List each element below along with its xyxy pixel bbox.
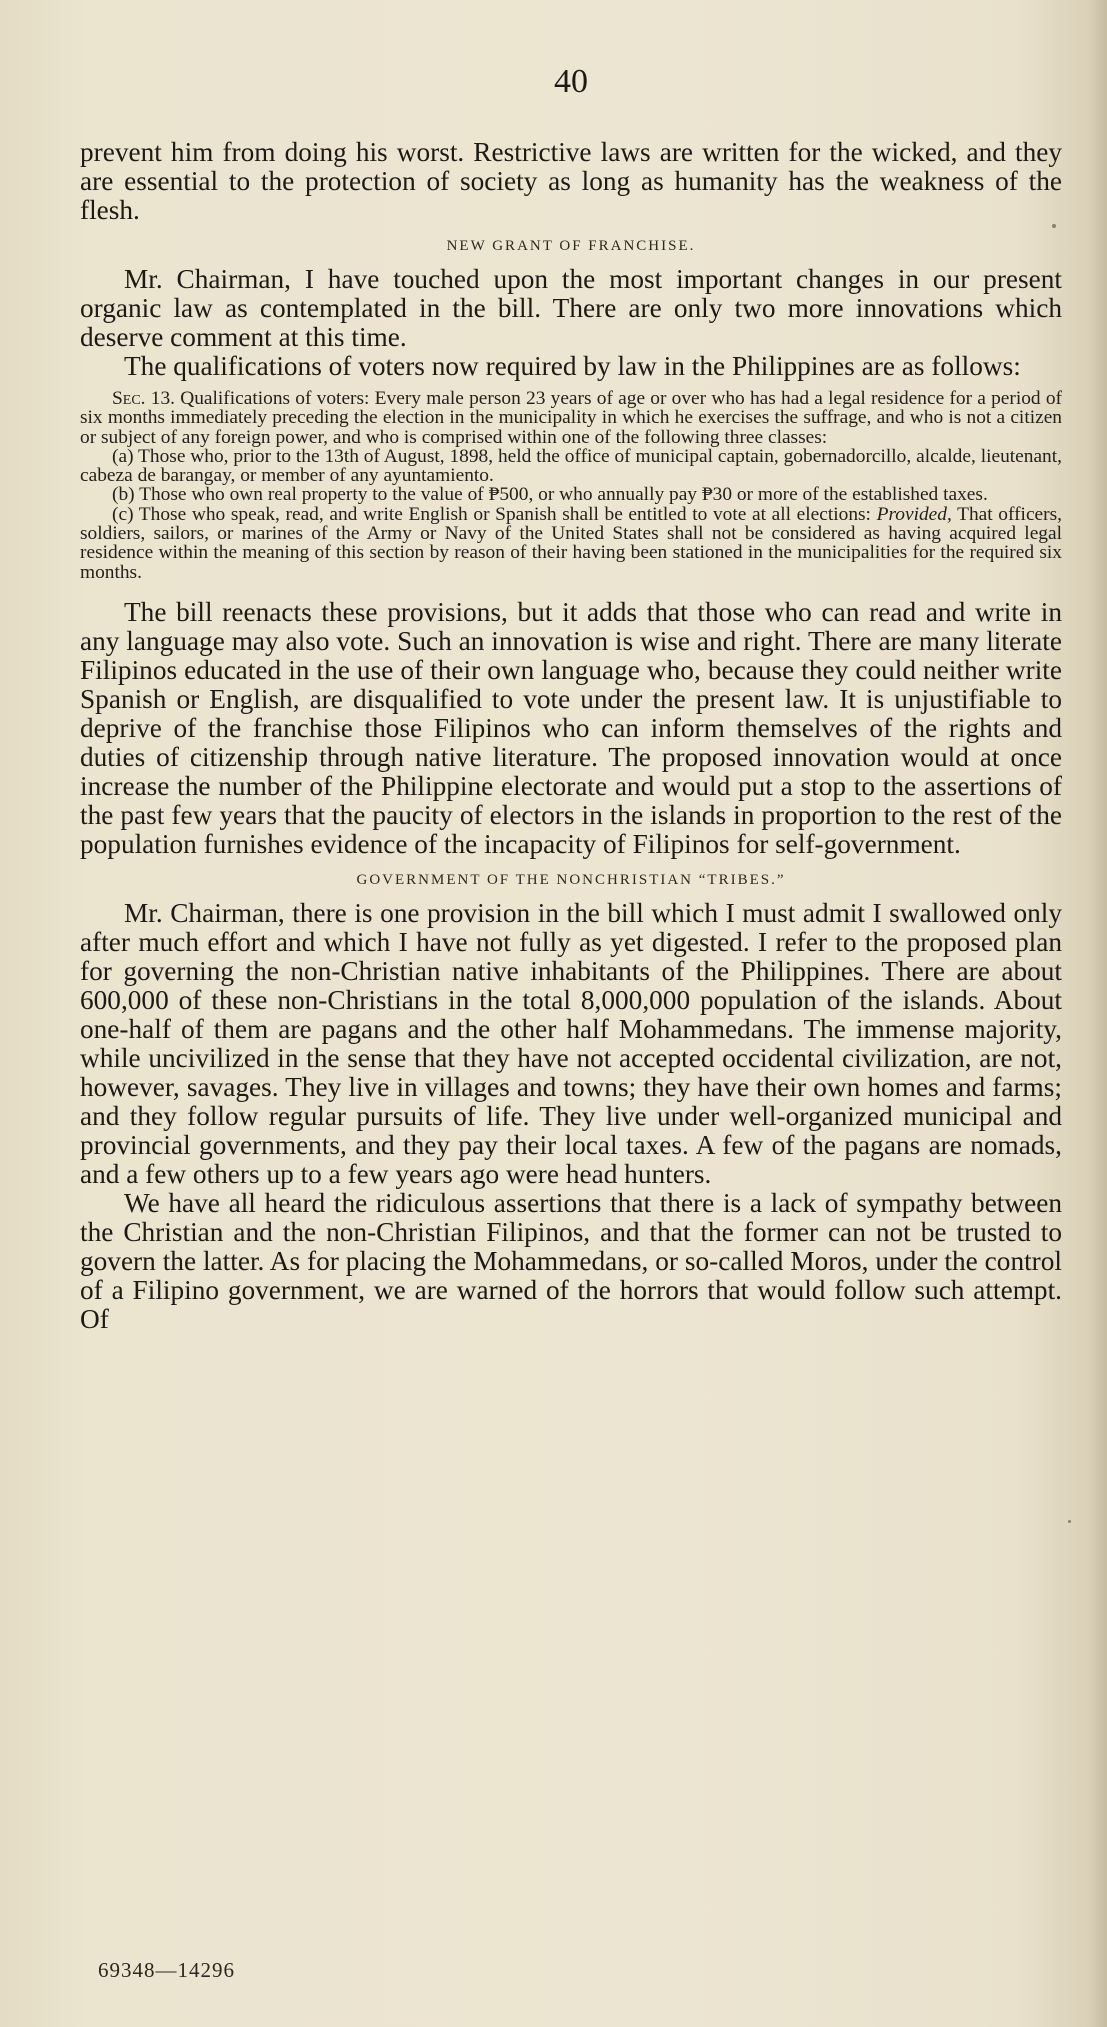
- statute-clause-b: (b) Those who own real property to the value of ₱500, or who annually pay ₱30 or more of the established taxes.: [112, 484, 988, 506]
- statute-clause-c-start: (c) Those who speak, read, and write English or Spanish shall be entitled to vote at all elections:: [112, 503, 871, 525]
- paragraph-ridiculous-assertions: We have all heard the ridiculous assertions that there is a lack of sympathy between the Christian and the non-Christian Filipinos, and that the former can not be trusted to govern the latter. As for placing the Mohammedans, or so-called Moros, under the control of a Filipino government, we are warned of the horrors that would follow such attempt. Of: [80, 1187, 1062, 1334]
- statute-section-label: Sec. 13.: [112, 388, 175, 409]
- statute-clause-c-end: That officers, soldiers, sailors, or marines of the Army or Navy of the United States shall not be considered as having acquired legal residence within the meaning of this section by reason of their having been stationed in the municipalities for the required six months.: [80, 503, 1063, 583]
- section-heading-franchise: NEW GRANT OF FRANCHISE.: [446, 238, 696, 254]
- paragraph-non-christian-provision: Mr. Chairman, there is one provision in the bill which I must admit I swallowed only after much effort and which I have not fully as yet digested. I refer to the proposed plan for governing the non-Christian native inhabitants of the Philippines. There are about 600,000 of these non-Christians in the total 8,000,000 population of the islands. About one-half of them are pagans and the other half Mohammedans. The immense majority, while uncivilized in the sense that they have not accepted occidental civilization, are not, however, savages. They live in villages and towns; they have their own homes and farms; and they follow regular pursuits of life. They live under well-organized municipal and provincial governments, and they pay their local taxes. A few of the pagans are nomads, and a few others up to a few years ago were head hunters.: [80, 897, 1062, 1189]
- page-number: 40: [554, 63, 588, 100]
- statute-clause-a: (a) Those who, prior to the 13th of August, 1898, held the office of municipal captain, gobernadorcillo, alcalde, lieutenant, cabeza de barangay, or member of any ayuntamiento.: [80, 445, 1062, 487]
- statute-section-text: Qualifications of voters: Every male person 23 years of age or over who has had a legal residence for a period of six months immediately preceding the election in the municipality in which he exercises the suffrage, and who is not a citizen or subject of any foreign power, and who is comprised within one of the following three classes:: [80, 388, 1062, 448]
- page-edge-shadow: [1089, 0, 1107, 2027]
- paragraph-continuation: prevent him from doing his worst. Restrictive laws are written for the wicked, and they are essential to the protection of society as long as humanity has the weakness of the flesh.: [80, 137, 1062, 225]
- paragraph-bill-reenacts: The bill reenacts these provisions, but it adds that those who can read and write in any language may also vote. Such an innovation is wise and right. There are many literate Filipinos educated in the use of their own language who, because they could neither write Spanish or English, are disqualified to vote under the present law. It is unjustifiable to deprive of the franchise those Filipinos who can inform themselves of the rights and duties of citizenship through native literature. The proposed innovation would at once increase the number of the Philippine electorate and would put a stop to the assertions of the past few years that the paucity of electors in the islands in proportion to the rest of the population furnishes evidence of the incapacity of Filipinos for self-government.: [80, 596, 1062, 859]
- section-heading-tribes: GOVERNMENT OF THE NONCHRISTIAN “TRIBES.”: [356, 871, 786, 888]
- printer-code: 69348—14296: [98, 1958, 235, 1982]
- paragraph-voter-qualifications-intro: The qualifications of voters now required by law in the Philippines are as follows:: [124, 351, 1021, 381]
- statute-section-13: [80, 389, 1062, 447]
- paper-speck: [1068, 1520, 1071, 1523]
- statute-clause-c-provided: Provided,: [876, 503, 952, 525]
- paragraph-chairman-innovations: Mr. Chairman, I have touched upon the most important changes in our present organic law as contemplated in the bill. There are only two more innovations which deserve comment at this time.: [80, 264, 1062, 352]
- statute-clause-c: [80, 505, 1062, 582]
- text-block: [80, 58, 1062, 1334]
- statute-quote: [80, 389, 1062, 582]
